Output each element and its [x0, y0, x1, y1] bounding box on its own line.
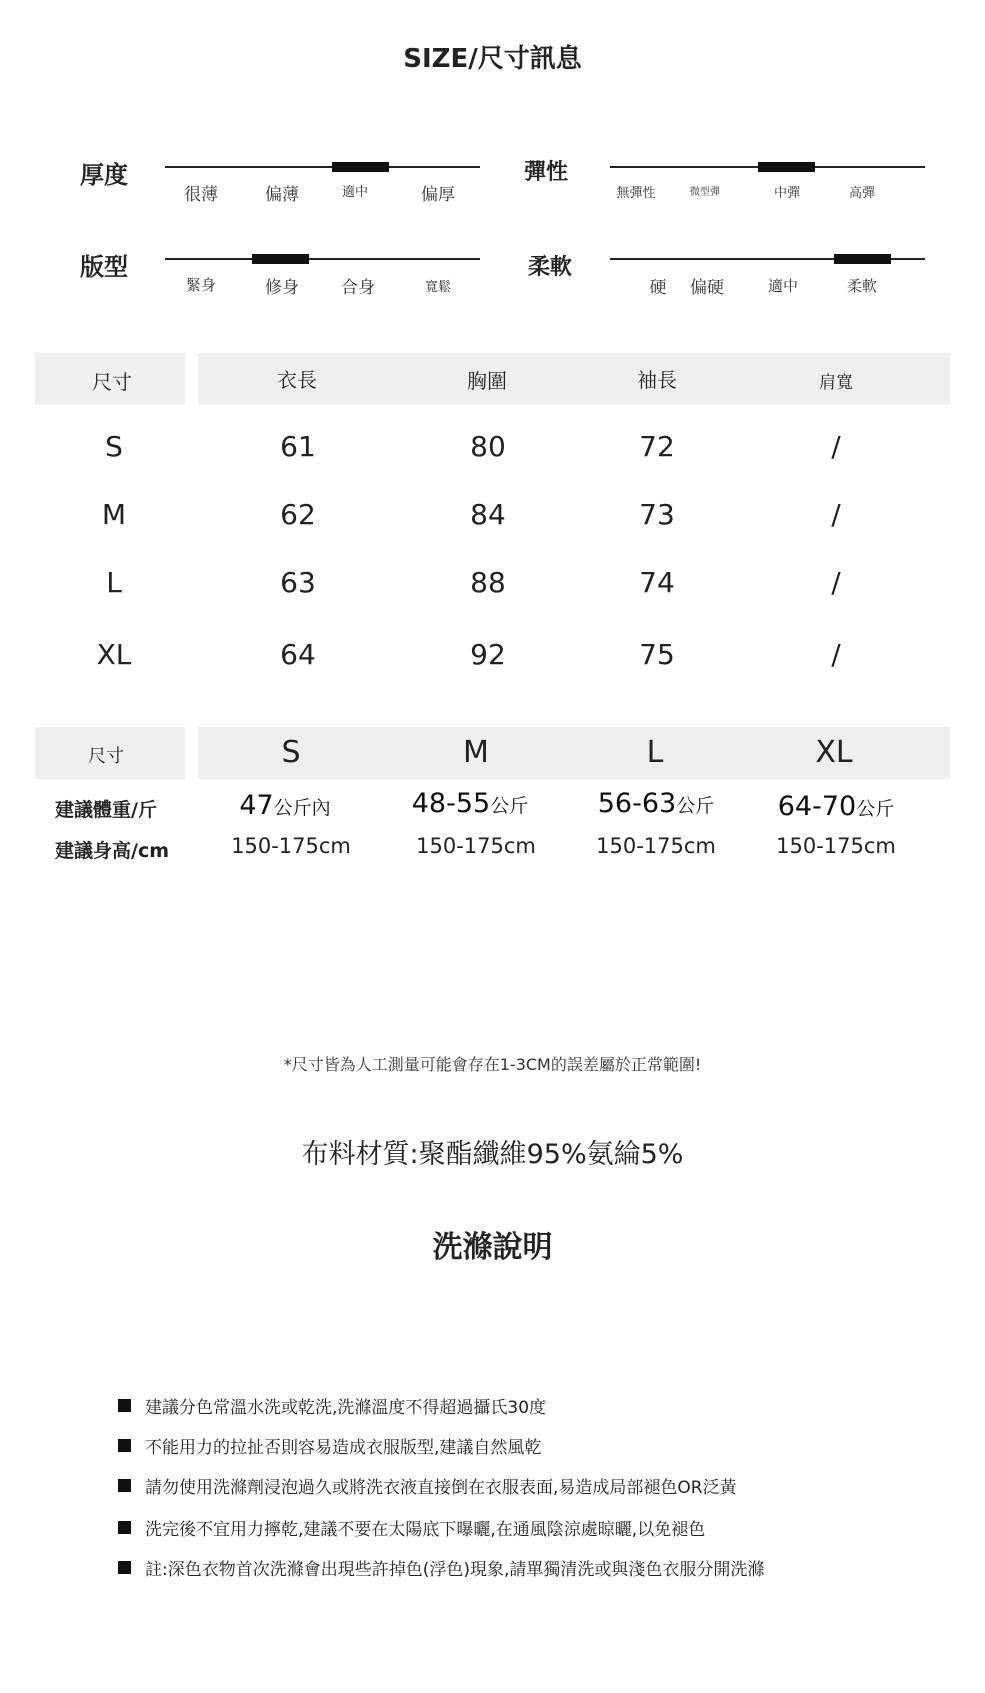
table-cell: 84 — [470, 498, 506, 531]
attribute-option: 微型彈 — [690, 187, 720, 198]
table-cell: 80 — [470, 430, 506, 463]
weight-value: 47公斤內 — [239, 790, 331, 821]
attribute-label: 柔軟 — [528, 255, 573, 280]
table-cell: 74 — [639, 566, 675, 599]
table-cell: / — [831, 430, 841, 463]
page-title: SIZE/尺寸訊息 — [403, 44, 582, 74]
table-cell: 72 — [639, 430, 675, 463]
list-item: 請勿使用洗滌劑浸泡過久或將洗衣液直接倒在衣服表面,易造成局部褪色OR泛黃 — [118, 1473, 737, 1498]
attribute-option: 合身 — [341, 278, 375, 298]
attribute-option: 偏硬 — [690, 278, 724, 298]
attribute-option: 寬鬆 — [424, 280, 452, 295]
table-cell: 88 — [470, 566, 506, 599]
attribute-option: 高彈 — [848, 186, 876, 201]
attribute-option: 柔軟 — [846, 277, 878, 295]
table-cell: 92 — [470, 638, 506, 671]
list-item: 洗完後不宜用力擰乾,建議不要在太陽底下曝曬,在通風陰涼處晾曬,以免褪色 — [118, 1515, 705, 1540]
list-item: 註:深色衣物首次洗滌會出現些許掉色(浮色)現象,請單獨清洗或與淺色衣服分開洗滌 — [118, 1555, 764, 1580]
attribute-option: 偏薄 — [265, 185, 299, 205]
attribute-option: 中彈 — [773, 186, 801, 201]
attribute-option: 適中 — [341, 185, 369, 200]
attribute-scale-line — [165, 166, 480, 168]
attribute-label: 版型 — [80, 253, 128, 281]
list-item: 建議分色常溫水洗或乾洗,洗滌溫度不得超過攝氏30度 — [118, 1393, 546, 1418]
weight-label: 建議體重/斤 — [55, 799, 157, 821]
attribute-option: 緊身 — [185, 276, 217, 294]
table-cell: 61 — [280, 430, 316, 463]
table-cell: 64 — [280, 638, 316, 671]
attribute-option: 適中 — [767, 277, 799, 295]
table-cell: 73 — [639, 498, 675, 531]
size-header: S — [281, 735, 301, 770]
bullet-icon — [118, 1561, 131, 1574]
table-cell: XL — [96, 638, 132, 671]
table-header: 尺寸 — [92, 370, 132, 394]
table-header: 肩寬 — [819, 373, 853, 393]
table-cell: 62 — [280, 498, 316, 531]
attribute-option: 無彈性 — [616, 186, 656, 201]
weight-value: 64-70公斤 — [777, 791, 895, 822]
table-cell: / — [831, 498, 841, 531]
bullet-icon — [118, 1521, 131, 1534]
attribute-selected-marker — [332, 162, 389, 172]
table-cell: / — [831, 638, 841, 671]
bullet-icon — [118, 1439, 131, 1452]
table-cell: / — [831, 566, 841, 599]
list-item: 不能用力的拉扯否則容易造成衣服版型,建議自然風乾 — [118, 1433, 541, 1458]
table-cell: L — [106, 566, 122, 599]
height-value: 150-175cm — [416, 834, 536, 858]
height-value: 150-175cm — [596, 834, 716, 858]
table-header: 衣長 — [277, 368, 317, 392]
height-value: 150-175cm — [231, 834, 351, 858]
measurement-note: *尺寸皆為人工測量可能會存在1-3CM的誤差屬於正常範圍! — [283, 1055, 702, 1074]
attribute-label: 厚度 — [80, 161, 128, 189]
attribute-option: 很薄 — [184, 185, 218, 205]
bullet-icon — [118, 1479, 131, 1492]
weight-value: 56-63公斤 — [597, 788, 715, 819]
table-header: 尺寸 — [88, 746, 124, 767]
height-label: 建議身高/cm — [55, 840, 170, 862]
attribute-scale-line — [165, 258, 480, 260]
attribute-option: 偏厚 — [421, 185, 455, 205]
size-header: M — [463, 735, 489, 770]
table-cell: 63 — [280, 566, 316, 599]
table-header: 胸圍 — [467, 369, 507, 393]
table-cell: M — [101, 498, 127, 531]
table-cell: S — [105, 430, 123, 463]
attribute-selected-marker — [834, 254, 891, 264]
attribute-option: 硬 — [649, 278, 667, 298]
wash-title: 洗滌說明 — [432, 1230, 553, 1265]
bullet-icon — [118, 1399, 131, 1412]
size-header: XL — [815, 735, 853, 770]
size-header: L — [646, 735, 664, 770]
attribute-selected-marker — [758, 162, 815, 172]
fabric-info: 布料材質:聚酯纖維95%氨綸5% — [301, 1139, 684, 1170]
attribute-option: 修身 — [265, 278, 299, 298]
attribute-selected-marker — [252, 254, 309, 264]
weight-value: 48-55公斤 — [411, 788, 529, 819]
attribute-label: 彈性 — [524, 160, 569, 185]
height-value: 150-175cm — [776, 834, 896, 858]
table-cell: 75 — [639, 638, 675, 671]
table-header: 袖長 — [637, 368, 677, 392]
